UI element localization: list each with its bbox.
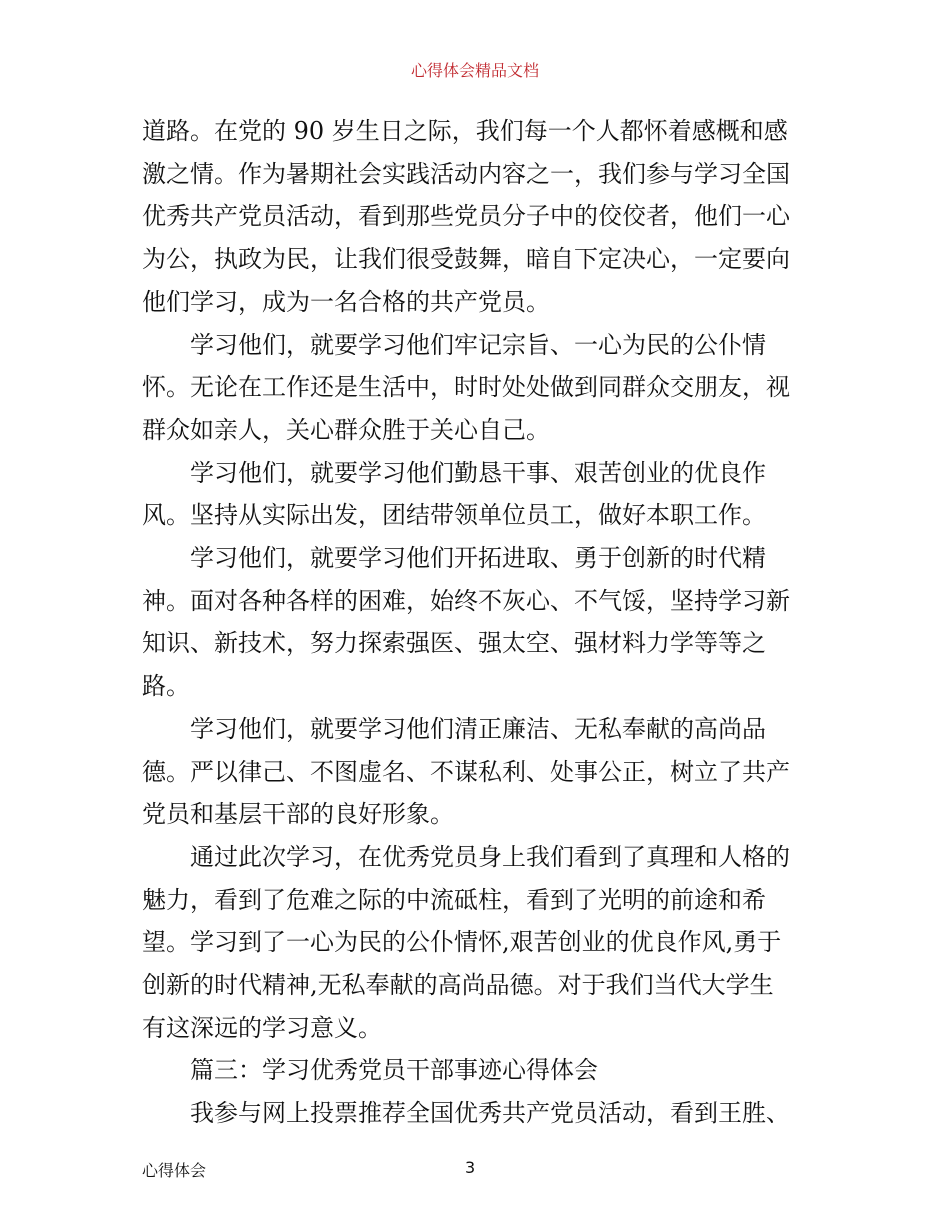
text-line: 魅力，看到了危难之际的中流砥柱，看到了光明的前途和希 [142, 885, 766, 914]
paragraph-5 [142, 708, 822, 836]
text-line: 怀。无论在工作还是生活中，时时处处做到同群众交朋友，视 [142, 373, 790, 402]
text-line: 激之情。作为暑期社会实践活动内容之一，我们参与学习全国 [142, 159, 790, 188]
paragraph-4 [142, 537, 822, 708]
text-line: 为公，执政为民，让我们很受鼓舞，暗自下定决心，一定要向 [142, 245, 790, 274]
text-line: 学习他们，就要学习他们清正廉洁、无私奉献的高尚品 [190, 714, 766, 743]
paragraph-2 [142, 324, 822, 452]
text-line: 学习他们，就要学习他们勤恳干事、艰苦创业的优良作 [190, 458, 766, 487]
text-line: 德。严以律己、不图虚名、不谋私利、处事公正，树立了共产 [142, 757, 790, 786]
text-line: 通过此次学习，在优秀党员身上我们看到了真理和人格的 [190, 842, 790, 871]
text-line: 他们学习，成为一名合格的共产党员。 [142, 287, 550, 316]
text-line: 知识、新技术，努力探索强医、强太空、强材料力学等等之 [142, 629, 766, 658]
text-line: 群众如亲人，关心群众胜于关心自己。 [142, 415, 550, 444]
text-line: 篇三：学习优秀党员干部事迹心得体会 [190, 1056, 598, 1085]
paragraph-8 [142, 1092, 822, 1135]
text-line: 道路。在党的 90 岁生日之际，我们每一个人都怀着感概和感 [142, 117, 788, 145]
paragraph-6 [142, 836, 822, 1050]
text-line: 创新的时代精神,无私奉献的高尚品德。对于我们当代大学生 [142, 971, 774, 1000]
text-line: 优秀共产党员活动，看到那些党员分子中的佼佼者，他们一心 [142, 202, 790, 231]
text-line: 望。学习到了一心为民的公仆情怀,艰苦创业的优良作风,勇于 [142, 928, 782, 957]
text-line: 学习他们，就要学习他们牢记宗旨、一心为民的公仆情 [190, 330, 766, 359]
paragraph-3 [142, 452, 822, 537]
paragraph-1 [142, 110, 822, 324]
text-line: 有这深远的学习意义。 [142, 1013, 382, 1042]
page-number: 3 [465, 1158, 476, 1177]
document-header-title: 心得体会精品文档 [410, 61, 539, 80]
text-line: 我参与网上投票推荐全国优秀共产党员活动，看到王胜、 [190, 1099, 790, 1128]
text-line: 路。 [142, 672, 190, 701]
text-line: 党员和基层干部的良好形象。 [142, 800, 454, 829]
text-line: 风。坚持从实际出发，团结带领单位员工，做好本职工作。 [142, 501, 766, 530]
document-body [142, 110, 822, 1135]
section-heading [142, 1049, 822, 1092]
text-line: 学习他们，就要学习他们开拓进取、勇于创新的时代精 [190, 544, 766, 573]
footer-label: 心得体会 [142, 1161, 207, 1180]
text-line: 神。面对各种各样的困难，始终不灰心、不气馁，坚持学习新 [142, 586, 790, 615]
